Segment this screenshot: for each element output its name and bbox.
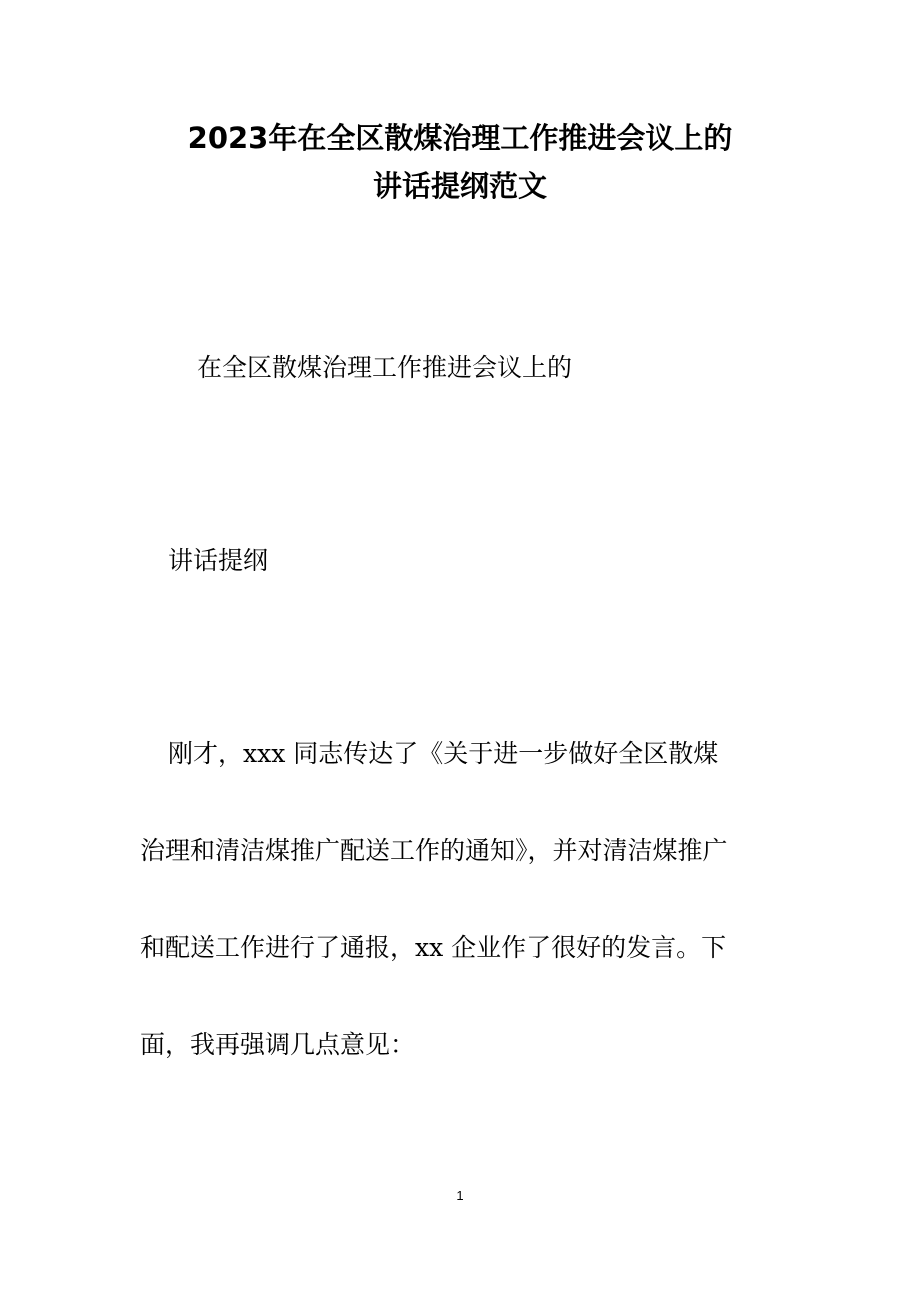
subheading-line-1: 在全区散煤治理工作推进会议上的 [197,353,573,382]
subheading-line-2: 讲话提纲 [168,546,269,575]
document-title-line-1: 2023年在全区散煤治理工作推进会议上的 [187,121,733,155]
paragraph-line-3: 和配送工作进行了通报，xx 企业作了很好的发言。下 [140,933,727,962]
document-title-line-2: 讲话提纲范文 [372,169,547,203]
paragraph-line-4: 面，我再强调几点意见： [140,1030,416,1059]
paragraph-line-1: 刚才，xxx 同志传达了《关于进一步做好全区散煤 [168,739,719,768]
paragraph-line-2: 治理和清洁煤推广配送工作的通知》，并对清洁煤推广 [140,836,728,865]
page-number: 1 [456,1188,464,1203]
